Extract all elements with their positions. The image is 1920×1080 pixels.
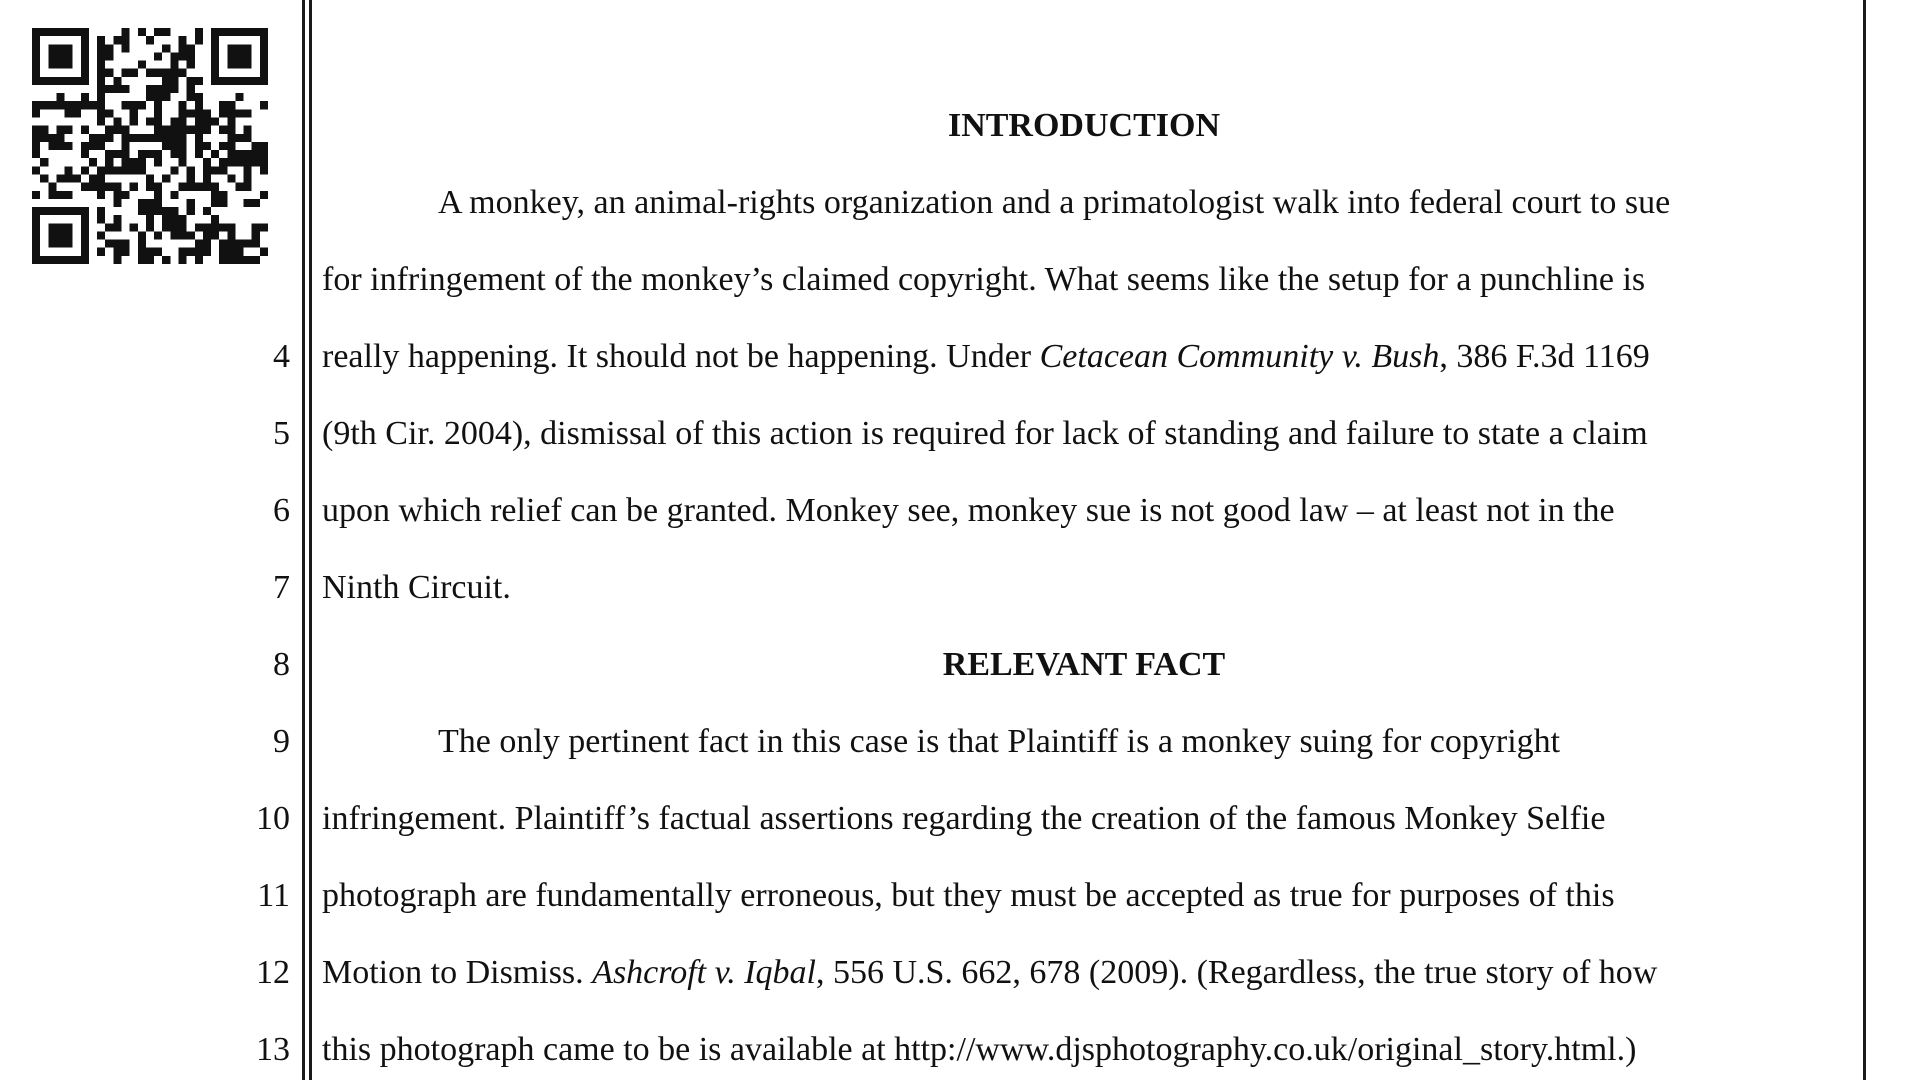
intro-line-3-text: really happening. It should not be happening. Under: [322, 338, 1040, 375]
line-number: 7: [273, 569, 290, 606]
fact-line-4: [322, 953, 1657, 993]
case-citation-iqbal: Ashcroft v. Iqbal: [592, 954, 816, 991]
intro-line-1: A monkey, an animal-rights organization and a primatologist walk into federal court to sue: [438, 184, 1671, 221]
left-margin-rule: [302, 0, 305, 1080]
relevant-fact-heading: RELEVANT FACT: [942, 646, 1226, 683]
line-number: 8: [273, 646, 290, 683]
line-number: 13: [256, 1031, 290, 1068]
case-citation-cetacean: Cetacean Community v. Bush: [1039, 338, 1440, 375]
intro-line-5: upon which relief can be granted. Monkey see, monkey sue is not good law – at least not in the: [322, 492, 1615, 529]
intro-line-6: Ninth Circuit.: [322, 569, 511, 606]
intro-line-3-citation: , 386 F.3d 1169: [1439, 338, 1650, 375]
line-number: 9: [273, 723, 290, 760]
intro-line-2: for infringement of the monkey’s claimed copyright. What seems like the setup for a punchline is: [322, 261, 1646, 298]
line-number: 10: [256, 800, 290, 837]
line-number: 4: [273, 338, 290, 375]
line-number: 5: [273, 415, 290, 452]
fact-line-3: photograph are fundamentally erroneous, but they must be accepted as true for purposes of this: [322, 877, 1615, 914]
left-margin-rule-inner: [309, 0, 312, 1080]
right-margin-rule: [1863, 0, 1866, 1080]
intro-line-3: [322, 337, 1650, 377]
fact-line-2: infringement. Plaintiff’s factual assertions regarding the creation of the famous Monkey Selfie: [322, 800, 1606, 837]
line-number: 6: [273, 492, 290, 529]
fact-line-4-text: Motion to Dismiss.: [322, 954, 593, 991]
introduction-heading: INTRODUCTION: [947, 107, 1221, 144]
qr-code: [32, 28, 268, 264]
fact-line-1: The only pertinent fact in this case is that Plaintiff is a monkey suing for copyright: [438, 723, 1561, 760]
fact-line-5: this photograph came to be is available at http://www.djsphotography.co.uk/original_story.html.): [322, 1031, 1637, 1068]
intro-line-4: (9th Cir. 2004), dismissal of this action is required for lack of standing and failure to state a claim: [322, 415, 1648, 452]
line-number: 12: [256, 954, 290, 991]
line-number: 11: [257, 877, 290, 914]
fact-line-4-citation: , 556 U.S. 662, 678 (2009). (Regardless, the true story of how: [815, 954, 1658, 991]
